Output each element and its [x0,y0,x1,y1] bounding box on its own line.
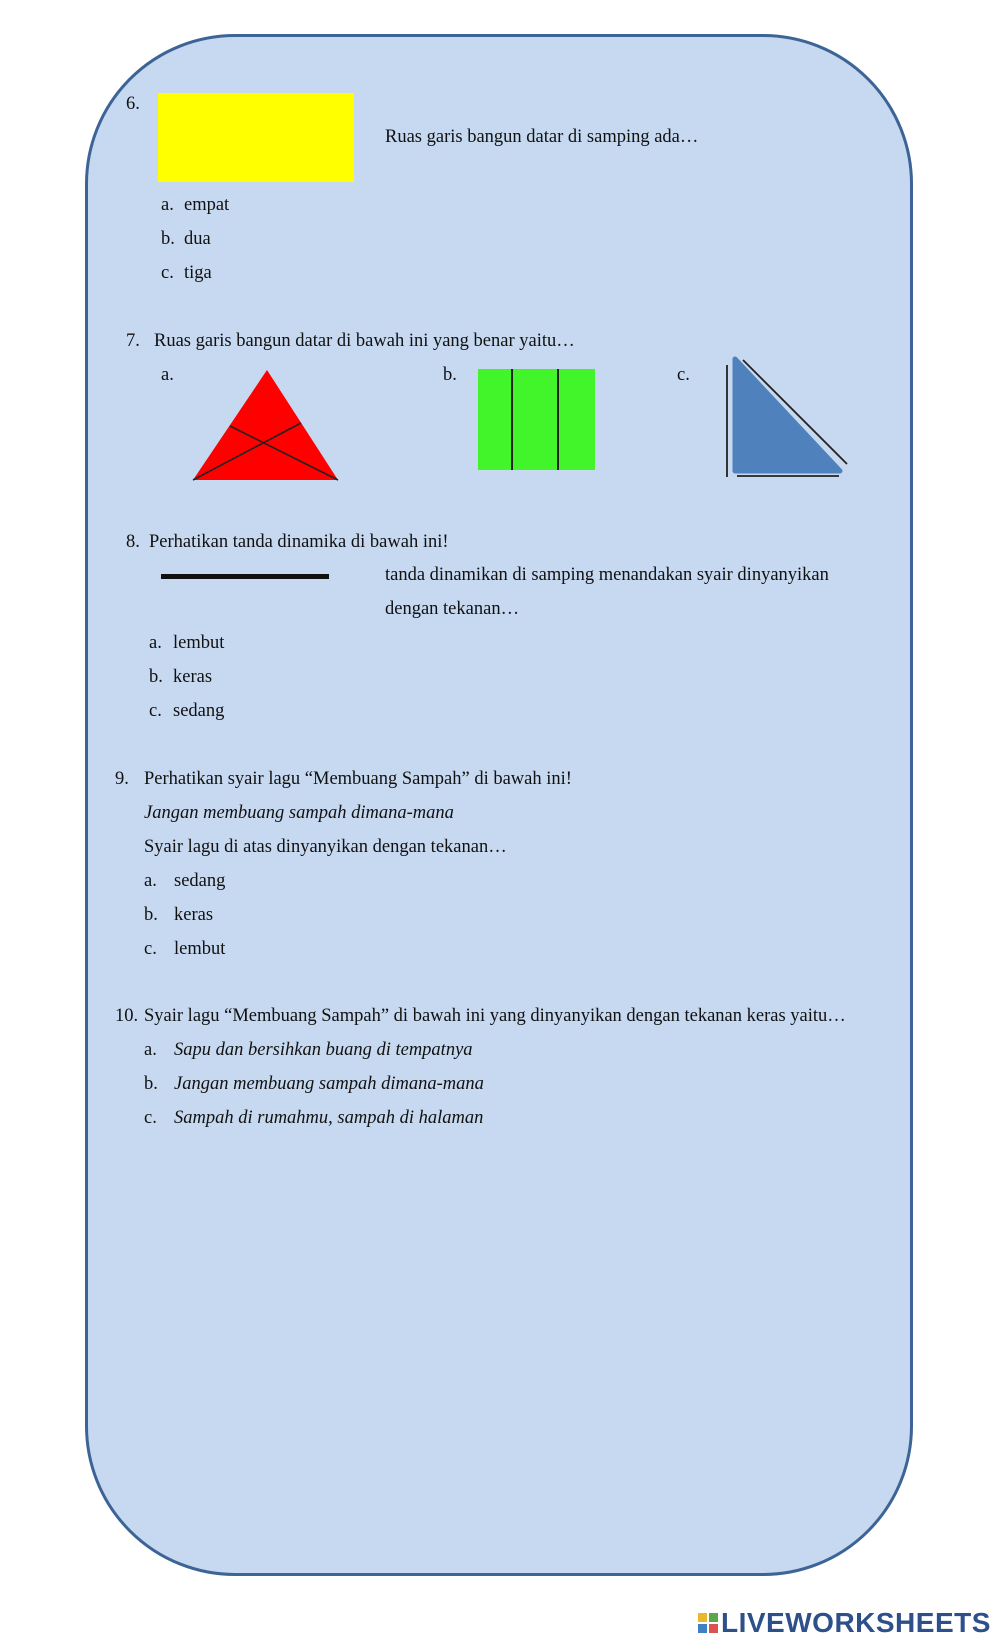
q6-yellow-rectangle [158,93,354,182]
q9-lyric: Jangan membuang sampah dimana-mana [144,803,454,823]
q7-right-triangle-figure [724,355,850,481]
logo-grid-icon [698,1613,718,1633]
q7-rectangle-figure [478,368,596,472]
q8-option-b-text[interactable]: keras [173,667,213,687]
q9-option-a-letter: a. [144,871,157,891]
q8-question: Perhatikan tanda dinamika di bawah ini! [149,532,449,552]
q9-option-b-letter: b. [144,905,158,925]
liveworksheets-logo[interactable] [698,1606,991,1640]
q10-option-b-text[interactable]: Jangan membuang sampah dimana-mana [174,1074,484,1094]
q6-question: Ruas garis bangun datar di samping ada… [385,127,699,147]
q10-question: Syair lagu “Membuang Sampah” di bawah ini yang dinyanyikan dengan tekanan keras yaitu… [144,1006,846,1026]
q7-label-c[interactable]: c. [677,365,690,385]
q8-option-a-text[interactable]: lembut [173,633,225,653]
q6-number: 6. [126,94,140,114]
q9-option-c-letter: c. [144,939,157,959]
q10-option-a-text[interactable]: Sapu dan bersihkan buang di tempatnya [174,1040,473,1060]
q7-triangle-figure [190,366,340,482]
q10-number: 10. [115,1006,139,1026]
q7-label-b[interactable]: b. [443,365,457,385]
q7-number: 7. [126,331,140,351]
q6-option-b-letter: b. [161,229,175,249]
q6-option-c-text[interactable]: tiga [184,263,212,283]
q8-number: 8. [126,532,140,552]
q9-option-b-text[interactable]: keras [174,905,214,925]
q6-option-a-text[interactable]: empat [184,195,230,215]
logo-text: LIVEWORKSHEETS [721,1607,991,1638]
q8-option-a-letter: a. [149,633,162,653]
q9-number: 9. [115,769,129,789]
q8-option-b-letter: b. [149,667,163,687]
q7-label-a[interactable]: a. [161,365,174,385]
q8-description-line1: tanda dinamikan di samping menandakan syair dinyanyikan [385,565,829,585]
q8-option-c-letter: c. [149,701,162,721]
q8-option-c-text[interactable]: sedang [173,701,225,721]
q6-option-c-letter: c. [161,263,174,283]
q10-option-a-letter: a. [144,1040,157,1060]
q9-option-c-text[interactable]: lembut [174,939,226,959]
q10-option-b-letter: b. [144,1074,158,1094]
q9-question: Perhatikan syair lagu “Membuang Sampah” di bawah ini! [144,769,572,789]
q8-dynamic-mark-line [161,574,329,579]
q7-question: Ruas garis bangun datar di bawah ini yang benar yaitu… [154,331,575,351]
q9-option-a-text[interactable]: sedang [174,871,226,891]
q10-option-c-text[interactable]: Sampah di rumahmu, sampah di halaman [174,1108,484,1128]
q9-prompt: Syair lagu di atas dinyanyikan dengan tekanan… [144,837,507,857]
q10-option-c-letter: c. [144,1108,157,1128]
q8-description-line2: dengan tekanan… [385,599,520,619]
q6-option-b-text[interactable]: dua [184,229,211,249]
q6-option-a-letter: a. [161,195,174,215]
